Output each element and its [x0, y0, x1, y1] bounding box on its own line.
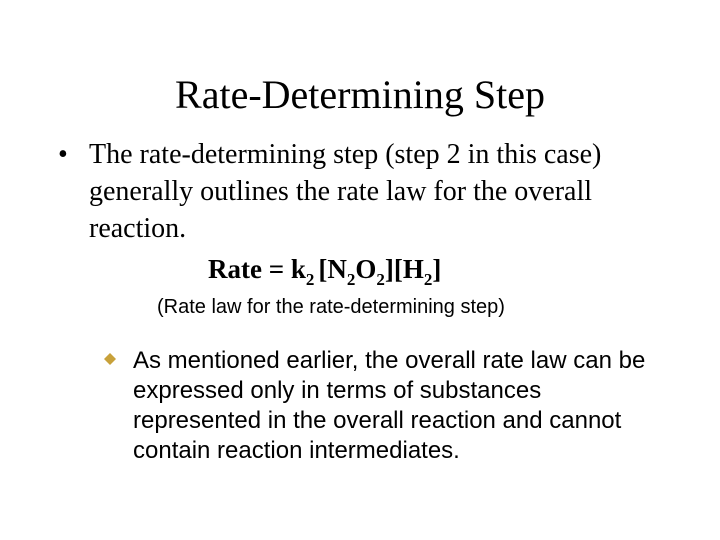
equation-h2-close: ] — [432, 254, 442, 284]
main-bullet-text: The rate-determining step (step 2 in this case) generally outlines the rate law for the overall reaction. — [89, 139, 602, 244]
equation-lhs: Rate — [208, 254, 262, 284]
equation-n2o2-close: ] — [384, 254, 394, 284]
equation-subscript: 2 — [346, 270, 356, 289]
equation-oxygen: O — [355, 254, 377, 284]
equation-caption: (Rate law for the rate-determining step) — [157, 296, 505, 318]
equation-rate-constant: k — [290, 254, 306, 284]
equation-h2-open: [H — [393, 254, 424, 284]
equation-subscript: 2 — [423, 270, 433, 289]
equation-subscript: 2 — [376, 270, 385, 289]
equation-n2o2-open: [N — [318, 254, 347, 284]
equation-equals: = — [268, 254, 285, 284]
diamond-bullet-icon — [104, 353, 116, 365]
bullet-dot-icon: • — [58, 139, 68, 170]
slide-title: Rate-Determining Step — [175, 72, 545, 117]
rate-law-equation — [208, 251, 441, 291]
equation-subscript: 2 — [305, 270, 315, 289]
sub-bullet-text: As mentioned earlier, the overall rate law can be expressed only in terms of substances represented in the overall reaction and cannot contain reaction intermediates. — [133, 347, 646, 464]
